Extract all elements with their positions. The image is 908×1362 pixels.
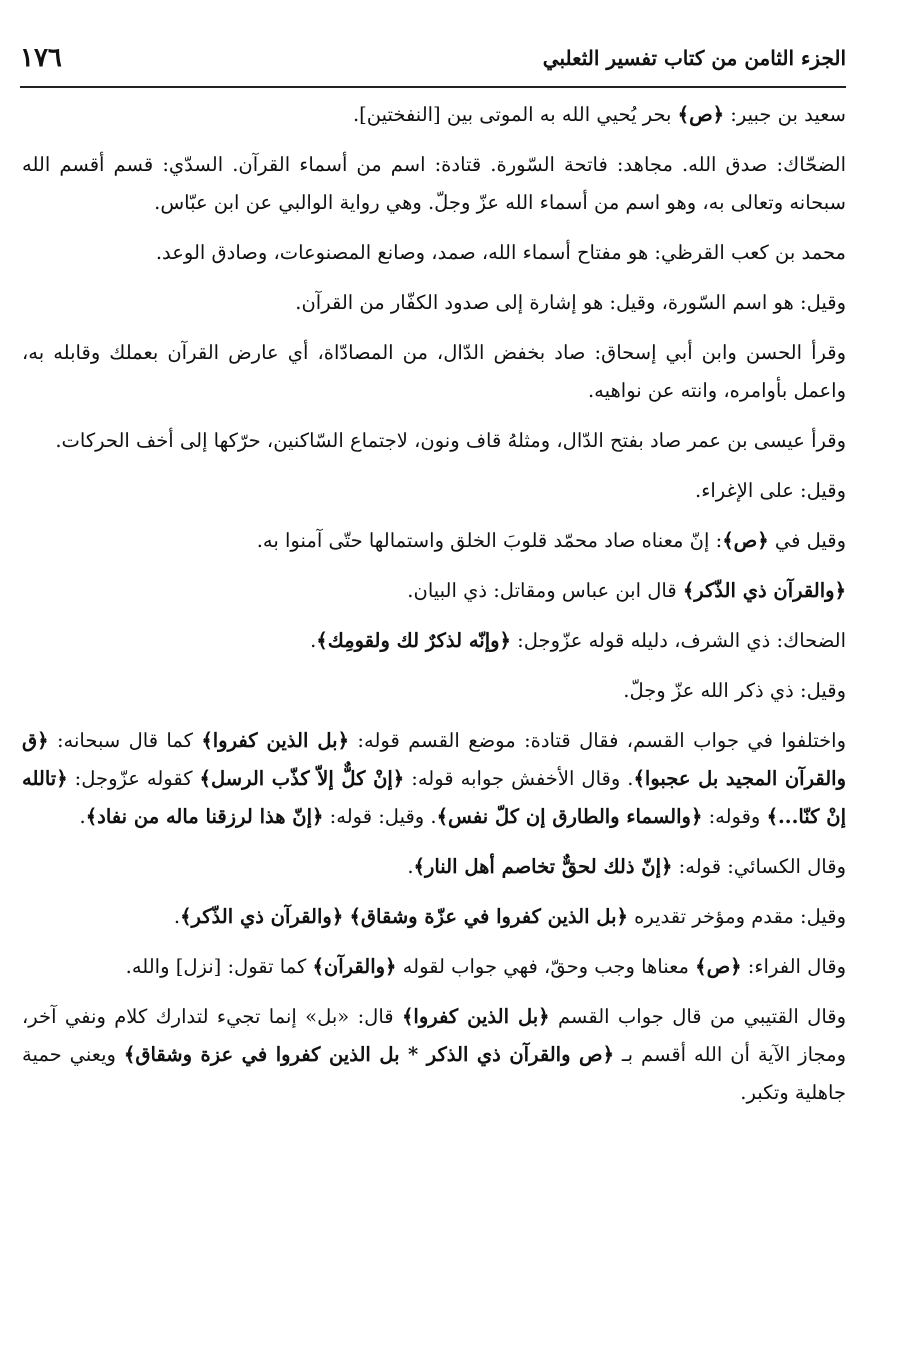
text-run: واختلفوا في جواب القسم، فقال قتادة: موضع القسم قوله: xyxy=(349,729,846,752)
text-run: وقال الكسائي: قوله: xyxy=(672,855,846,878)
text-run: . وقال الأخفش جوابه قوله: xyxy=(404,767,634,790)
paragraph xyxy=(22,622,846,660)
paragraph xyxy=(22,96,846,134)
paragraph xyxy=(22,898,846,936)
text-run: كما قال سبحانه: xyxy=(48,729,202,752)
paragraph xyxy=(22,146,846,222)
quran-quote: ﴿بل الذين كفروا في عزّة وشقاق﴾ xyxy=(349,905,628,928)
text-run: . xyxy=(407,855,414,878)
text-run: قال ابن عباس ومقاتل: ذي البيان. xyxy=(407,579,683,602)
paragraph xyxy=(22,234,846,272)
text-run: محمد بن كعب القرظي: هو مفتاح أسماء الله، صمد، وصانع المصنوعات، وصادق الوعد. xyxy=(155,241,846,264)
text-run: الضحّاك: صدق الله. مجاهد: فاتحة السّورة. قتادة: اسم من أسماء القرآن. السدّي: قسم أقسم الله سبحانه وتعالى به، وهو اسم من أسماء الله عزّ وجلّ. وهي رواية الوالبي عن ابن عبّاس. xyxy=(22,153,846,214)
text-run: وقرأ عيسى بن عمر صاد بفتح الدّال، ومثلهُ قاف ونون، لاجتماع السّاكنين، حرّكها إلى أخف الحركات. xyxy=(55,429,846,452)
text-run: وقال الفراء: xyxy=(741,955,846,978)
quran-quote: ﴿بل الذين كفروا﴾ xyxy=(401,1005,550,1028)
text-run: وقيل: مقدم ومؤخر تقديره xyxy=(627,905,846,928)
text-run: قال: «بل» إنما تجيء لتدارك كلام ونفي آخر، ومجاز الآية أن الله أقسم بـ xyxy=(22,1005,846,1066)
text-run: . وقيل: قوله: xyxy=(323,805,437,828)
paragraph xyxy=(22,334,846,410)
page-header xyxy=(20,30,846,88)
text-run: كقوله عزّوجل: xyxy=(67,767,200,790)
paragraph xyxy=(22,948,846,986)
paragraph xyxy=(22,672,846,710)
quran-quote: ﴿والقرآن ذي الذّكر﴾ xyxy=(682,579,846,602)
running-title: الجزء الثامن من كتاب تفسير الثعلبي xyxy=(542,46,846,70)
text-run: ويعني حمية جاهلية وتكبر. xyxy=(22,1043,846,1104)
paragraph xyxy=(22,722,846,836)
quran-quote: ﴿والقرآن﴾ xyxy=(312,955,397,978)
paragraph xyxy=(22,572,846,610)
text-run: وقرأ الحسن وابن أبي إسحاق: صاد بخفض الدّال، من المصادّاة، أي عارض القرآن بعملك وقابله به، واعمل بأوامره، وانته عن نواهيه. xyxy=(22,341,846,402)
text-run: وقيل: على الإغراء. xyxy=(695,479,846,502)
body-text xyxy=(22,96,846,1124)
page-number: ١٧٦ xyxy=(20,43,62,73)
paragraph xyxy=(22,522,846,560)
quran-quote: ﴿إنْ كلٌّ إلاّ كذّب الرسل﴾ xyxy=(199,767,405,790)
quran-quote: ﴿وإنّه لذكرٌ لك ولقومِك﴾ xyxy=(316,629,511,652)
text-run: بحر يُحيي الله به الموتى بين [النفختين]. xyxy=(352,103,678,126)
quran-quote: ﴿ص﴾ xyxy=(722,529,769,552)
quran-quote: ﴿إنّ هذا لرزقنا ماله من نفاد﴾ xyxy=(85,805,324,828)
text-run: : إنّ معناه صاد محمّد قلوبَ الخلق واستمالها حتّى آمنوا به. xyxy=(256,529,723,552)
text-run: وقوله: xyxy=(702,805,767,828)
text-run: سعيد بن جبير: xyxy=(724,103,846,126)
paragraph xyxy=(22,422,846,460)
paragraph xyxy=(22,848,846,886)
text-run: وقيل: هو اسم السّورة، وقيل: هو إشارة إلى صدود الكفّار من القرآن. xyxy=(295,291,846,314)
paragraph xyxy=(22,472,846,510)
quran-quote: ﴿ص﴾ xyxy=(695,955,742,978)
quran-quote: ﴿ق والقرآن المجيد بل عجبوا﴾ xyxy=(22,729,846,790)
paragraph xyxy=(22,284,846,322)
text-run: معناها وجب وحقّ، فهي جواب لقوله xyxy=(396,955,696,978)
text-run: . xyxy=(173,905,181,928)
text-run: وقيل: ذي ذكر الله عزّ وجلّ. xyxy=(623,679,846,702)
quran-quote: ﴿ص والقرآن ذي الذكر * بل الذين كفروا في عزة وشقاق﴾ xyxy=(123,1043,614,1066)
paragraph xyxy=(22,998,846,1112)
quran-quote: ﴿والقرآن ذي الذّكر﴾ xyxy=(180,905,344,928)
text-run: الضحاك: ذي الشرف، دليله قوله عزّوجل: xyxy=(510,629,846,652)
text-run: وقال القتيبي من قال جواب القسم xyxy=(549,1005,847,1028)
text-run: . xyxy=(310,629,317,652)
text-run: كما تقول: [نزل] والله. xyxy=(125,955,313,978)
quran-quote: ﴿ص﴾ xyxy=(677,103,725,126)
text-run: . xyxy=(79,805,86,828)
quran-quote: ﴿والسماء والطارق إن كلّ نفس﴾ xyxy=(436,805,703,828)
quran-quote: ﴿بل الذين كفروا﴾ xyxy=(201,729,350,752)
quran-quote: ﴿إنّ ذلك لحقٌّ تخاصم أهل النار﴾ xyxy=(413,855,673,878)
quran-quote: ﴿تالله إنْ كنّا...﴾ xyxy=(22,767,846,828)
text-run: وقيل في xyxy=(768,529,846,552)
